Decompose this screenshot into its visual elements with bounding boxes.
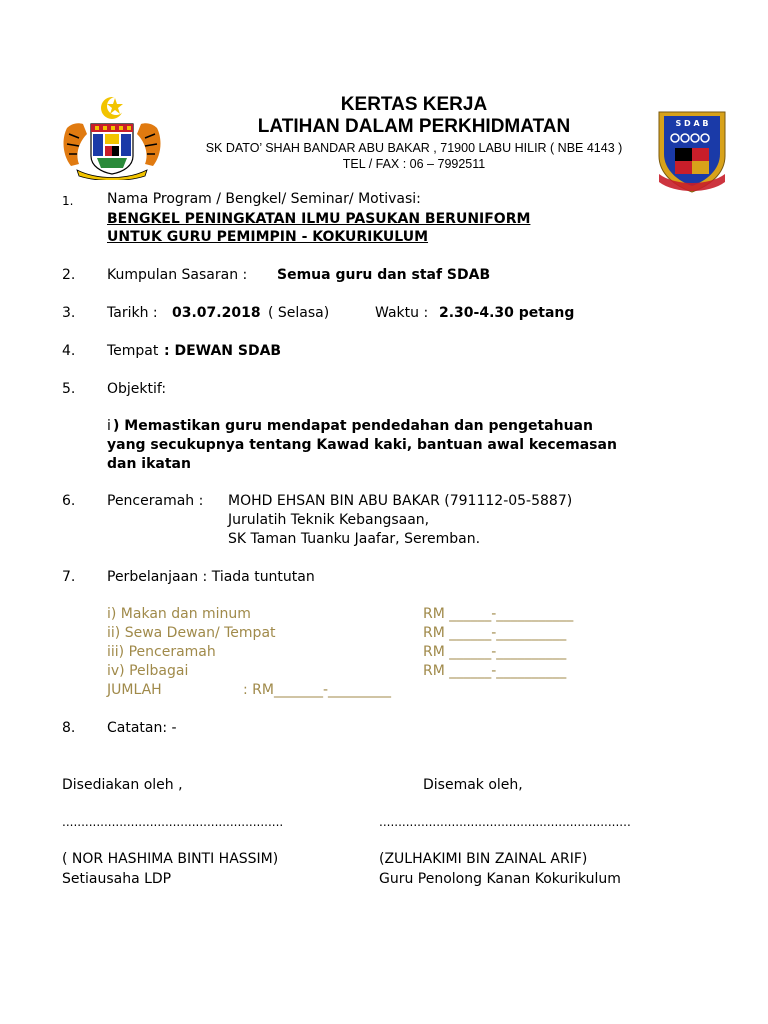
reviewed-by-caption: Disemak oleh, [423, 777, 523, 793]
prepared-by-caption: Disediakan oleh , [62, 777, 183, 793]
venue-value: : DEWAN SDAB [164, 343, 282, 359]
target-group-label: Kumpulan Sasaran : [107, 267, 248, 283]
date-value: 03.07.2018 [172, 305, 261, 321]
program-name-line1: BENGKEL PENINGKATAN ILMU PASUKAN BERUNIFORM [107, 211, 531, 227]
expense-row-label: ii) Sewa Dewan/ Tempat [107, 625, 276, 641]
target-group-value: Semua guru dan staf SDAB [277, 267, 491, 283]
expense-row-amount: RM ______-__________ [423, 644, 567, 660]
item-8-number: 8. [62, 720, 76, 736]
speaker-name: MOHD EHSAN BIN ABU BAKAR (791112-05-5887) [228, 493, 573, 509]
expense-row-amount: RM ______-__________ [423, 625, 567, 641]
total-amount: : RM_______-_________ [243, 682, 392, 698]
day-value: ( Selasa) [268, 305, 330, 321]
program-name-line2: UNTUK GURU PEMIMPIN - KOKURIKULUM [107, 229, 429, 245]
item-3-number: 3. [62, 305, 76, 321]
time-label: Waktu : [375, 305, 429, 321]
expense-row-label: iv) Pelbagai [107, 663, 189, 679]
expense-row-label: iii) Penceramah [107, 644, 216, 660]
objective-1-line3: dan ikatan [107, 456, 191, 472]
total-label: JUMLAH [107, 682, 162, 698]
objective-1-prefix: i [107, 418, 111, 434]
item-7-number: 7. [62, 569, 76, 585]
item-5-number: 5. [62, 381, 76, 397]
expense-row-amount: RM ______-__________ [423, 663, 567, 679]
speaker-label: Penceramah : [107, 493, 204, 509]
objective-label: Objektif: [107, 381, 167, 397]
objective-1-line1: ) Memastikan guru mendapat pendedahan dan pengetahuan [113, 418, 593, 434]
item-1-label: Nama Program / Bengkel/ Seminar/ Motivasi: [107, 191, 421, 207]
expense-row-label: i) Makan dan minum [107, 606, 251, 622]
item-4-number: 4. [62, 343, 76, 359]
school-phone: TEL / FAX : 06 – 7992511 [342, 157, 486, 171]
speaker-role: Jurulatih Teknik Kebangsaan, [228, 512, 430, 528]
date-label: Tarikh : [107, 305, 158, 321]
objective-1-line2: yang secukupnya tentang Kawad kaki, bantuan awal kecemasan [107, 437, 617, 453]
notes-label: Catatan: - [107, 720, 177, 736]
prepared-by-title: Setiausaha LDP [62, 871, 172, 887]
item-2-number: 2. [62, 267, 76, 283]
document-title: KERTAS KERJA [340, 94, 488, 115]
expense-row-amount: RM ______-___________ [423, 606, 574, 622]
reviewed-by-title: Guru Penolong Kanan Kokurikulum [379, 871, 621, 887]
svg-text:S D A B: S D A B [675, 119, 709, 128]
speaker-place: SK Taman Tuanku Jaafar, Seremban. [228, 531, 481, 547]
prepared-by-signature-line: .......................................................... [62, 815, 284, 829]
item-6-number: 6. [62, 493, 76, 509]
prepared-by-name: ( NOR HASHIMA BINTI HASSIM) [62, 851, 279, 867]
time-value: 2.30-4.30 petang [439, 305, 575, 321]
expenditure-label: Perbelanjaan : Tiada tuntutan [107, 569, 315, 585]
school-address: SK DATO’ SHAH BANDAR ABU BAKAR , 71900 LABU HILIR ( NBE 4143 ) [205, 141, 623, 155]
reviewed-by-signature-line: .................................................................. [379, 815, 631, 829]
document-subtitle: LATIHAN DALAM PERKHIDMATAN [257, 116, 571, 137]
reviewed-by-name: (ZULHAKIMI BIN ZAINAL ARIF) [379, 851, 588, 867]
venue-label: Tempat [107, 343, 159, 359]
item-1-number: 1. [62, 194, 74, 208]
